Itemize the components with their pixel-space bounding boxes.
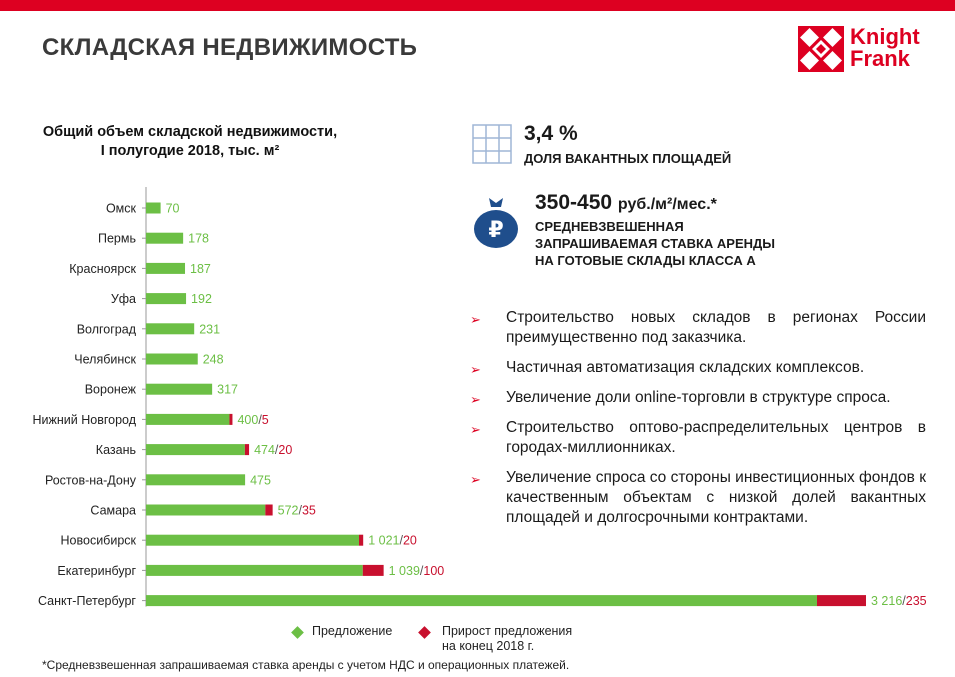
top-accent-bar: [0, 0, 955, 11]
label-separator: /: [902, 594, 906, 609]
supply-value-label: 70: [165, 201, 180, 216]
bullet-item: [470, 308, 926, 348]
supply-bar: [146, 565, 363, 576]
bullet-item: [470, 468, 926, 528]
supply-bar: [146, 384, 212, 395]
ruble-bag-icon: [470, 194, 522, 250]
category-label: Волгоград: [76, 322, 136, 337]
rent-rate-label-line-3: НА ГОТОВЫЕ СКЛАДЫ КЛАССА А: [535, 253, 756, 268]
supply-value-label: 187: [190, 261, 211, 276]
supply-value-label: 317: [217, 382, 238, 397]
bullet-item: [470, 358, 926, 378]
logo-line-1: Knight: [850, 24, 920, 49]
value-label: [191, 292, 212, 306]
vacancy-rate-value: 3,4 %: [524, 122, 578, 145]
growth-bar: [229, 414, 232, 425]
value-label: [217, 383, 238, 397]
category-label: Красноярск: [69, 261, 136, 276]
bullet-text: Строительство оптово-распределительных центров в городах-миллионниках.: [506, 419, 926, 456]
value-label: [278, 504, 316, 518]
bullet-text: Частичная автоматизация складских комплексов.: [506, 359, 865, 376]
supply-bar: [146, 323, 194, 334]
supply-bar: [146, 354, 198, 365]
label-separator: /: [399, 533, 403, 548]
category-label: Казань: [95, 443, 136, 458]
arrow-bullet-icon: ➢: [470, 422, 481, 437]
legend-growth-line-1: Прирост предложения: [442, 624, 573, 638]
footnote: *Средневзвешенная запрашиваемая ставка аренды с учетом НДС и операционных платежей.: [42, 658, 570, 672]
arrow-bullet-icon: ➢: [470, 362, 481, 377]
growth-value-label: 20: [278, 443, 293, 458]
value-label: [190, 262, 211, 276]
category-label: Воронеж: [84, 382, 136, 397]
growth-bar: [265, 505, 272, 516]
supply-value-label: 1 039: [388, 563, 420, 578]
arrow-bullet-icon: ➢: [470, 312, 481, 327]
legend-supply-swatch-icon: [291, 626, 304, 639]
value-label: [250, 473, 271, 487]
svg-text:₽: ₽: [488, 218, 504, 243]
logo-wordmark: [850, 26, 920, 70]
value-label: [368, 534, 417, 548]
category-label: Пермь: [98, 231, 136, 246]
growth-value-label: 5: [261, 412, 269, 427]
legend-supply-label: Предложение: [312, 624, 393, 638]
supply-bar: [146, 444, 245, 455]
category-label: Челябинск: [74, 352, 136, 367]
growth-value-label: 20: [402, 533, 417, 548]
value-label: [389, 564, 445, 578]
logo-mark-icon: [798, 26, 844, 72]
category-label: Ростов-на-Дону: [44, 473, 136, 488]
bullet-text: Увеличение спроса со стороны инвестиционных фондов к качественным объектам с низкой долей вакантных площадей и долгосрочными контрактами.: [506, 469, 926, 526]
rent-rate-label-line-1: СРЕДНЕВЗВЕШЕННАЯ: [535, 219, 684, 234]
growth-value-label: 100: [423, 563, 445, 578]
vacancy-rate-label: ДОЛЯ ВАКАНТНЫХ ПЛОЩАДЕЙ: [524, 151, 732, 166]
legend-growth-swatch-icon: [418, 626, 431, 639]
growth-value-label: 235: [905, 594, 927, 609]
supply-value-label: 3 216: [871, 594, 903, 609]
chart-title-line-2: I полугодие 2018, тыс. м²: [100, 143, 280, 159]
category-label: Уфа: [110, 292, 136, 307]
logo-line-2: Frank: [850, 46, 910, 71]
legend-growth-line-2: на конец 2018 г.: [442, 639, 535, 653]
value-label: [203, 353, 224, 367]
supply-value-label: 248: [202, 352, 224, 367]
growth-bar: [817, 595, 866, 606]
label-separator: /: [258, 412, 262, 427]
grid-icon: [472, 124, 512, 164]
page-title: СКЛАДСКАЯ НЕДВИЖИМОСТЬ: [42, 34, 418, 61]
supply-value-label: 178: [188, 231, 209, 246]
category-label: Нижний Новгород: [32, 412, 136, 427]
supply-value-label: 1 021: [368, 533, 400, 548]
trend-bullet-list: [470, 308, 926, 538]
rent-rate-number: 350-450: [535, 191, 613, 214]
supply-bar: [146, 505, 265, 516]
value-label: [254, 443, 292, 457]
supply-bar: [146, 474, 245, 485]
bullet-item: [470, 418, 926, 458]
bullet-text: Увеличение доли online-торговли в структуре спроса.: [506, 389, 891, 406]
arrow-bullet-icon: ➢: [470, 392, 481, 407]
value-label: [871, 594, 927, 608]
growth-value-label: 35: [301, 503, 316, 518]
rent-rate-label: [535, 218, 775, 269]
category-label: Самара: [90, 503, 136, 518]
supply-value-label: 231: [199, 322, 221, 337]
supply-value-label: 474: [254, 443, 275, 458]
value-label: [188, 232, 209, 246]
supply-value-label: 400: [237, 412, 259, 427]
growth-bar: [359, 535, 363, 546]
supply-bar: [146, 535, 359, 546]
supply-value-label: 572: [277, 503, 299, 518]
supply-bar: [146, 595, 817, 606]
category-label: Екатеринбург: [57, 563, 136, 578]
rent-rate-unit: руб./м²/мес.*: [617, 196, 717, 213]
chart-title: [20, 123, 360, 161]
label-separator: /: [298, 503, 302, 518]
label-separator: /: [419, 563, 424, 578]
category-label: Новосибирск: [60, 533, 136, 548]
rent-rate-value: [535, 191, 717, 215]
growth-bar: [245, 444, 249, 455]
supply-value-label: 192: [191, 292, 212, 307]
supply-bar: [146, 233, 183, 244]
rent-rate-label-line-2: ЗАПРАШИВАЕМАЯ СТАВКА АРЕНДЫ: [535, 236, 776, 251]
supply-bar: [146, 263, 185, 274]
supply-bar: [146, 293, 186, 304]
supply-value-label: 475: [250, 473, 271, 488]
category-label: Санкт-Петербург: [37, 594, 136, 609]
value-label: [237, 413, 268, 427]
chart-title-line-1: Общий объем складской недвижимости,: [42, 124, 338, 140]
supply-bar: [146, 203, 161, 214]
supply-bar: [146, 414, 229, 425]
value-label: [166, 202, 180, 216]
category-label: Омск: [105, 201, 136, 216]
arrow-bullet-icon: ➢: [470, 472, 481, 487]
knight-frank-logo: [798, 26, 928, 74]
value-label: [199, 322, 220, 336]
legend-growth-label: [442, 624, 572, 654]
bullet-item: [470, 388, 926, 408]
growth-bar: [363, 565, 384, 576]
bullet-text: Строительство новых складов в регионах России преимущественно под заказчика.: [506, 309, 926, 346]
label-separator: /: [274, 443, 279, 458]
